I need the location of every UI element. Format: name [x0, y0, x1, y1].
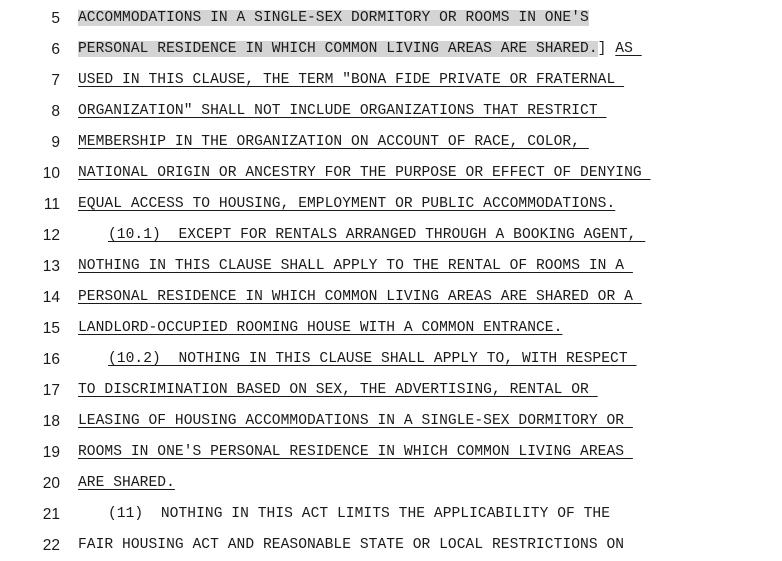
line-text — [78, 375, 598, 406]
line-text — [78, 96, 606, 127]
line-text — [78, 220, 645, 251]
highlighted-deleted-text: PERSONAL RESIDENCE IN WHICH COMMON LIVING AREAS ARE SHARED. — [78, 41, 598, 57]
underlined-inserted-text: AS — [615, 41, 642, 57]
line-text — [78, 313, 562, 344]
line-number: 11 — [43, 196, 60, 213]
document-line — [0, 3, 782, 34]
underlined-inserted-text: ROOMS IN ONE'S PERSONAL RESIDENCE IN WHICH COMMON LIVING AREAS — [78, 444, 633, 460]
plain-text: (11) NOTHING IN THIS ACT LIMITS THE APPLICABILITY OF THE — [108, 506, 611, 522]
underlined-inserted-text: TO DISCRIMINATION BASED ON SEX, THE ADVERTISING, RENTAL OR — [78, 382, 598, 398]
line-text — [78, 34, 642, 65]
underlined-inserted-text: ARE SHARED. — [78, 475, 175, 491]
line-text — [78, 499, 610, 530]
document-line — [0, 530, 782, 561]
document-line — [0, 34, 782, 65]
line-number: 10 — [42, 165, 60, 182]
document-line — [0, 468, 782, 499]
underlined-inserted-text: NOTHING IN THIS CLAUSE SHALL APPLY TO THE RENTAL OF ROOMS IN A — [78, 258, 633, 274]
line-text — [78, 158, 651, 189]
document-line — [0, 220, 782, 251]
line-text — [78, 282, 642, 313]
line-number: 8 — [51, 103, 60, 120]
underlined-inserted-text: (10.2) NOTHING IN THIS CLAUSE SHALL APPLY TO, WITH RESPECT — [108, 351, 637, 367]
line-number: 13 — [42, 258, 60, 275]
underlined-inserted-text: LEASING OF HOUSING ACCOMMODATIONS IN A SINGLE-SEX DORMITORY OR — [78, 413, 633, 429]
line-number: 22 — [42, 537, 60, 554]
line-text — [78, 468, 175, 499]
line-text — [78, 251, 633, 282]
line-number: 17 — [42, 382, 60, 399]
document-line — [0, 406, 782, 437]
document-line — [0, 313, 782, 344]
document-page — [0, 3, 782, 561]
line-number: 6 — [51, 41, 60, 58]
line-text — [78, 344, 636, 375]
document-line — [0, 96, 782, 127]
line-number: 7 — [51, 72, 60, 89]
line-text — [78, 437, 633, 468]
plain-text: FAIR HOUSING ACT AND REASONABLE STATE OR LOCAL RESTRICTIONS ON — [78, 537, 625, 553]
document-line — [0, 189, 782, 220]
document-line — [0, 251, 782, 282]
underlined-inserted-text: (10.1) EXCEPT FOR RENTALS ARRANGED THROUGH A BOOKING AGENT, — [108, 227, 646, 243]
underlined-inserted-text: USED IN THIS CLAUSE, THE TERM "BONA FIDE PRIVATE OR FRATERNAL — [78, 72, 625, 88]
underlined-inserted-text: LANDLORD-OCCUPIED ROOMING HOUSE WITH A COMMON ENTRANCE. — [78, 320, 563, 336]
document-line — [0, 158, 782, 189]
underlined-inserted-text: EQUAL ACCESS TO HOUSING, EMPLOYMENT OR PUBLIC ACCOMMODATIONS. — [78, 196, 616, 212]
document-line — [0, 127, 782, 158]
line-number: 21 — [42, 506, 60, 523]
document-line — [0, 437, 782, 468]
line-text — [78, 530, 624, 561]
underlined-inserted-text: MEMBERSHIP IN THE ORGANIZATION ON ACCOUNT OF RACE, COLOR, — [78, 134, 589, 150]
document-line — [0, 282, 782, 313]
document-line — [0, 375, 782, 406]
plain-text: ] — [597, 41, 616, 57]
line-text — [78, 3, 589, 34]
line-text — [78, 127, 589, 158]
underlined-inserted-text: ORGANIZATION" SHALL NOT INCLUDE ORGANIZATIONS THAT RESTRICT — [78, 103, 607, 119]
line-number: 14 — [42, 289, 60, 306]
line-number: 9 — [51, 134, 60, 151]
underlined-inserted-text: PERSONAL RESIDENCE IN WHICH COMMON LIVING AREAS ARE SHARED OR A — [78, 289, 642, 305]
line-text — [78, 189, 615, 220]
line-text — [78, 65, 624, 96]
document-line — [0, 344, 782, 375]
underlined-inserted-text: NATIONAL ORIGIN OR ANCESTRY FOR THE PURPOSE OR EFFECT OF DENYING — [78, 165, 651, 181]
line-number: 12 — [42, 227, 60, 244]
line-number: 15 — [42, 320, 60, 337]
line-number: 16 — [42, 351, 60, 368]
line-number: 18 — [42, 413, 60, 430]
line-number: 5 — [51, 10, 60, 27]
line-number: 19 — [42, 444, 60, 461]
document-line — [0, 499, 782, 530]
line-number: 20 — [42, 475, 60, 492]
document-line — [0, 65, 782, 96]
highlighted-deleted-text: ACCOMMODATIONS IN A SINGLE-SEX DORMITORY OR ROOMS IN ONE'S — [78, 10, 589, 26]
line-text — [78, 406, 633, 437]
